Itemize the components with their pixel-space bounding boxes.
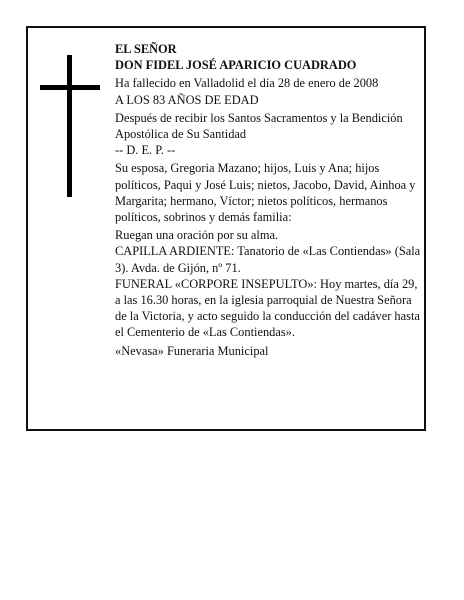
cross-vertical-bar <box>67 55 72 197</box>
cross-icon <box>40 55 100 197</box>
funeral-info: FUNERAL «CORPORE INSEPULTO»: Hoy martes, día 29, a las 16.30 horas, en la iglesia parroquial de Nuestra Señora de la Victoria, y acto seguido la conducción del cadáver hasta el Cementerio de «Las Contiendas». <box>115 276 420 340</box>
prayer-request: Ruegan una oración por su alma. <box>115 228 279 243</box>
funeral-home: «Nevasa» Funeraria Municipal <box>115 343 269 358</box>
age-line: A LOS 83 AÑOS DE EDAD <box>115 92 259 107</box>
rip-line: -- D. E. P. -- <box>115 143 176 158</box>
family-list: Su esposa, Gregoria Mazano; hijos, Luis y Ana; hijos políticos, Paqui y José Luis; nietos, Jacobo, David, Ainhoa y Margarita; hermano, Víctor; nietos políticos, hermanos políticos, sobrinos y demás familia: <box>115 161 416 225</box>
death-line: Ha fallecido en Valladolid el día 28 de enero de 2008 <box>115 76 379 91</box>
obituary-notice <box>26 26 426 431</box>
deceased-name: DON FIDEL JOSÉ APARICIO CUADRADO <box>115 58 357 73</box>
sacraments-line: Después de recibir los Santos Sacramentos y la Bendición Apostólica de Su Santidad <box>115 110 403 142</box>
obituary-title: EL SEÑOR <box>115 42 177 56</box>
chapel-info: CAPILLA ARDIENTE: Tanatorio de «Las Contiendas» (Sala 3). Avda. de Gijón, nº 71. <box>115 244 421 275</box>
cross-horizontal-bar <box>40 85 100 90</box>
obituary-text <box>115 41 423 359</box>
